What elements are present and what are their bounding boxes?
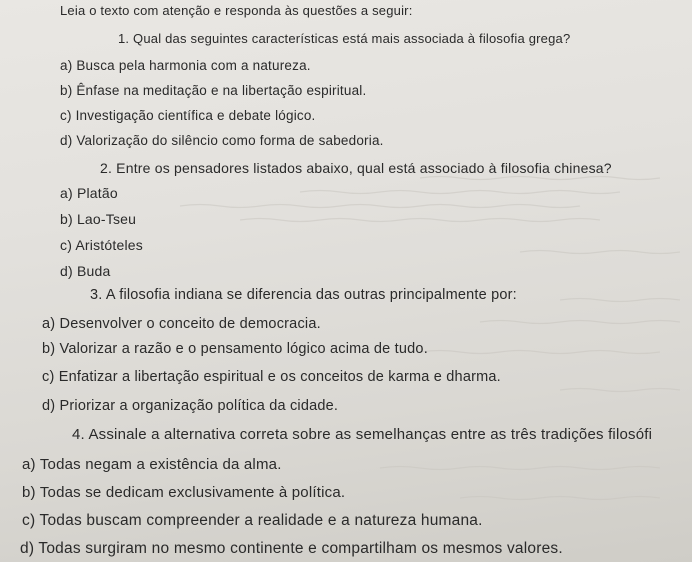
question-4-option-a: a) Todas negam a existência da alma. [22, 456, 282, 473]
question-2-option-d: d) Buda [60, 263, 111, 279]
question-1-option-c: c) Investigação científica e debate lógico. [60, 108, 316, 123]
question-3-option-c: c) Enfatizar a libertação espiritual e os conceitos de karma e dharma. [42, 369, 501, 385]
instruction-text: Leia o texto com atenção e responda às questões a seguir: [60, 3, 413, 18]
question-3-option-a: a) Desenvolver o conceito de democracia. [42, 316, 321, 332]
question-4-option-c: c) Todas buscam compreender a realidade e a natureza humana. [22, 512, 483, 529]
question-4-option-b: b) Todas se dedicam exclusivamente à política. [22, 484, 346, 501]
question-1-text: 1. Qual das seguintes características está mais associada à filosofia grega? [118, 31, 571, 46]
question-1-option-b: b) Ênfase na meditação e na libertação espiritual. [60, 83, 367, 98]
question-4-option-d: d) Todas surgiram no mesmo continente e compartilham os mesmos valores. [20, 540, 563, 557]
question-4-text: 4. Assinale a alternativa correta sobre as semelhanças entre as três tradições filosófi [72, 426, 653, 443]
question-2-option-a: a) Platão [60, 185, 118, 201]
question-1-option-d: d) Valorização do silêncio como forma de sabedoria. [60, 133, 384, 148]
question-3-text: 3. A filosofia indiana se diferencia das outras principalmente por: [90, 287, 517, 303]
question-2-text: 2. Entre os pensadores listados abaixo, qual está associado à filosofia chinesa? [100, 160, 612, 176]
question-2-option-c: c) Aristóteles [60, 237, 143, 253]
question-3-option-b: b) Valorizar a razão e o pensamento lógico acima de tudo. [42, 341, 428, 357]
question-3-option-d: d) Priorizar a organização política da cidade. [42, 398, 339, 414]
question-1-option-a: a) Busca pela harmonia com a natureza. [60, 58, 311, 73]
question-2-option-b: b) Lao-Tseu [60, 211, 137, 227]
